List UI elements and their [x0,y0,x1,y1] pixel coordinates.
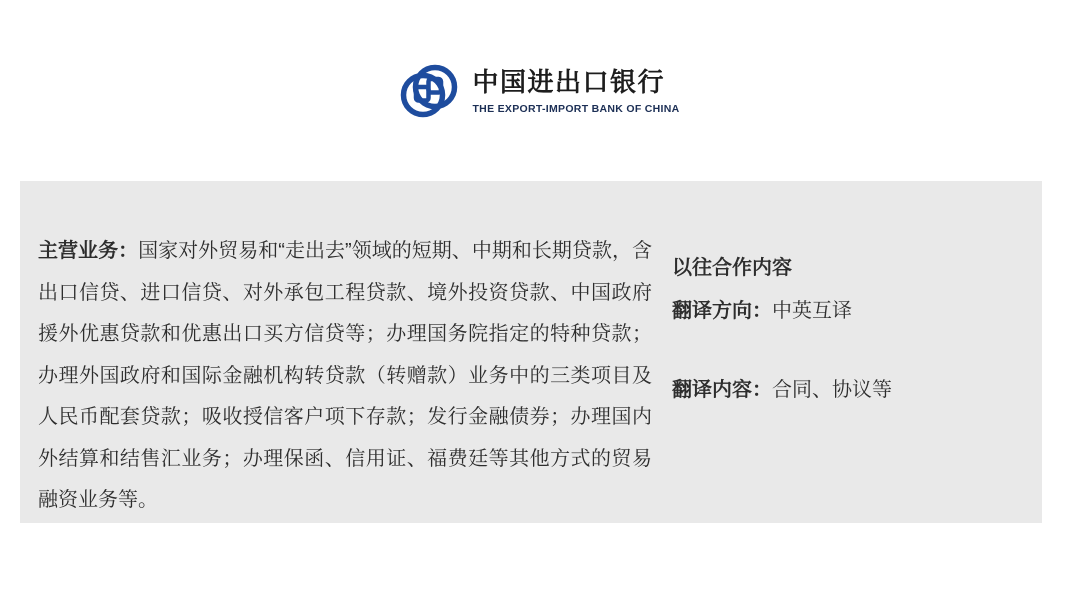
translation-direction-label: 翻译方向： [672,300,772,322]
bank-logo-text [472,68,679,115]
translation-direction-row [672,291,1022,332]
info-panel [20,181,1042,523]
main-business-label: 主营业务： [38,240,139,262]
translation-content-value: 合同、协议等 [772,379,892,401]
main-business-text: 国家对外贸易和“走出去”领域的短期、中期和长期贷款，含出口信贷、进口信贷、对外承包工程贷款、境外投资贷款、中国政府援外优惠贷款和优惠出口买方信贷等；办理国务院指定的特种贷款；办理外国政府和国际金融机构转贷款（转赠款）业务中的三类项目及人民币配套贷款；吸收授信客户项下存款；发行金融债券；办理国内外结算和结售汇业务；办理保函、信用证、福费廷等其他方式的贸易融资业务等。 [38,240,652,511]
translation-direction-value: 中英互译 [772,300,852,322]
bank-name-chinese: 中国进出口银行 [472,67,665,98]
cooperation-heading: 以往合作内容 [672,257,792,279]
cooperation-section [672,248,1022,411]
eximbank-coins-icon [400,64,458,118]
bank-logo [0,64,1080,118]
bank-name-english: THE EXPORT-IMPORT BANK OF CHINA [472,102,680,115]
main-business-paragraph [38,231,652,522]
translation-content-label: 翻译内容： [672,379,772,401]
translation-content-row [672,370,1022,411]
